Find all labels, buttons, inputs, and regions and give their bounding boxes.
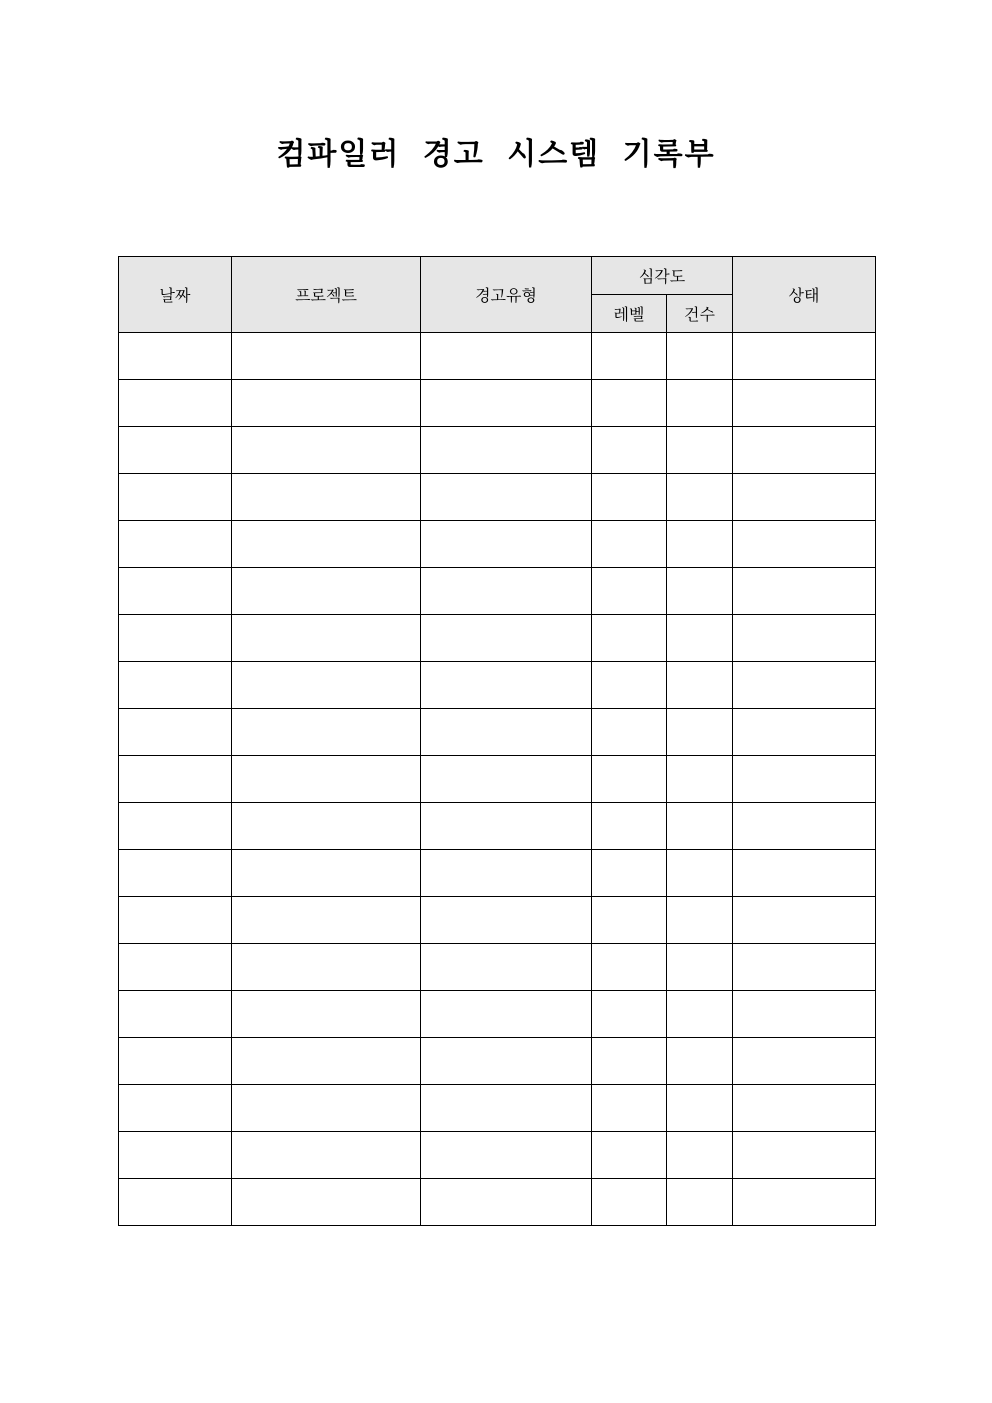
status-cell[interactable] <box>733 615 876 662</box>
count-cell[interactable] <box>667 1132 733 1179</box>
status-cell[interactable] <box>733 568 876 615</box>
status-cell[interactable] <box>733 756 876 803</box>
count-cell[interactable] <box>667 897 733 944</box>
level-cell[interactable] <box>592 1085 667 1132</box>
warning-type-cell[interactable] <box>421 1132 592 1179</box>
date-cell[interactable] <box>119 756 232 803</box>
date-cell[interactable] <box>119 850 232 897</box>
status-cell[interactable] <box>733 944 876 991</box>
date-cell[interactable] <box>119 1179 232 1226</box>
level-cell[interactable] <box>592 991 667 1038</box>
warning-type-cell[interactable] <box>421 568 592 615</box>
level-cell[interactable] <box>592 521 667 568</box>
status-cell[interactable] <box>733 427 876 474</box>
level-cell[interactable] <box>592 474 667 521</box>
project-cell[interactable] <box>232 756 421 803</box>
status-cell[interactable] <box>733 333 876 380</box>
count-cell[interactable] <box>667 427 733 474</box>
project-cell[interactable] <box>232 662 421 709</box>
level-cell[interactable] <box>592 427 667 474</box>
status-cell[interactable] <box>733 1179 876 1226</box>
level-cell[interactable] <box>592 944 667 991</box>
date-cell[interactable] <box>119 897 232 944</box>
warning-type-cell[interactable] <box>421 521 592 568</box>
table-row <box>119 1179 876 1226</box>
level-cell[interactable] <box>592 1132 667 1179</box>
warning-type-cell[interactable] <box>421 333 592 380</box>
page-title: 컴파일러 경고 시스템 기록부 <box>276 137 716 172</box>
warning-type-cell[interactable] <box>421 380 592 427</box>
table-row <box>119 1038 876 1085</box>
count-cell[interactable] <box>667 803 733 850</box>
level-cell[interactable] <box>592 756 667 803</box>
table-row <box>119 756 876 803</box>
status-cell[interactable] <box>733 1038 876 1085</box>
status-cell[interactable] <box>733 380 876 427</box>
project-cell[interactable] <box>232 1038 421 1085</box>
level-cell[interactable] <box>592 615 667 662</box>
count-cell[interactable] <box>667 333 733 380</box>
count-cell[interactable] <box>667 615 733 662</box>
warning-type-cell[interactable] <box>421 944 592 991</box>
header-severity: 심각도 <box>592 257 733 295</box>
table-row <box>119 427 876 474</box>
project-cell[interactable] <box>232 709 421 756</box>
count-cell[interactable] <box>667 1038 733 1085</box>
level-cell[interactable] <box>592 850 667 897</box>
date-cell[interactable] <box>119 568 232 615</box>
project-cell[interactable] <box>232 521 421 568</box>
table-row <box>119 333 876 380</box>
status-cell[interactable] <box>733 1132 876 1179</box>
project-cell[interactable] <box>232 803 421 850</box>
count-cell[interactable] <box>667 380 733 427</box>
date-cell[interactable] <box>119 380 232 427</box>
project-cell[interactable] <box>232 991 421 1038</box>
table-row <box>119 1085 876 1132</box>
count-cell[interactable] <box>667 991 733 1038</box>
date-cell[interactable] <box>119 709 232 756</box>
warning-type-cell[interactable] <box>421 897 592 944</box>
project-cell[interactable] <box>232 474 421 521</box>
warning-type-cell[interactable] <box>421 709 592 756</box>
date-cell[interactable] <box>119 1132 232 1179</box>
table-row <box>119 568 876 615</box>
date-cell[interactable] <box>119 615 232 662</box>
date-cell[interactable] <box>119 1085 232 1132</box>
table-row <box>119 803 876 850</box>
level-cell[interactable] <box>592 380 667 427</box>
date-cell[interactable] <box>119 944 232 991</box>
count-cell[interactable] <box>667 1085 733 1132</box>
header-warning-type: 경고유형 <box>421 257 592 333</box>
status-cell[interactable] <box>733 662 876 709</box>
date-cell[interactable] <box>119 521 232 568</box>
level-cell[interactable] <box>592 333 667 380</box>
table-row <box>119 615 876 662</box>
date-cell[interactable] <box>119 662 232 709</box>
warning-type-cell[interactable] <box>421 615 592 662</box>
warning-type-cell[interactable] <box>421 1085 592 1132</box>
header-count: 건수 <box>667 295 733 333</box>
level-cell[interactable] <box>592 803 667 850</box>
table-row <box>119 1132 876 1179</box>
warning-type-cell[interactable] <box>421 803 592 850</box>
table-header <box>119 257 876 333</box>
level-cell[interactable] <box>592 568 667 615</box>
header-level: 레벨 <box>592 295 667 333</box>
level-cell[interactable] <box>592 897 667 944</box>
status-cell[interactable] <box>733 897 876 944</box>
count-cell[interactable] <box>667 850 733 897</box>
table-row <box>119 662 876 709</box>
table-row <box>119 850 876 897</box>
table-row <box>119 380 876 427</box>
date-cell[interactable] <box>119 333 232 380</box>
warning-type-cell[interactable] <box>421 850 592 897</box>
warning-type-cell[interactable] <box>421 474 592 521</box>
level-cell[interactable] <box>592 1179 667 1226</box>
table-row <box>119 897 876 944</box>
project-cell[interactable] <box>232 1179 421 1226</box>
table-row <box>119 709 876 756</box>
warning-type-cell[interactable] <box>421 1179 592 1226</box>
warning-type-cell[interactable] <box>421 991 592 1038</box>
project-cell[interactable] <box>232 897 421 944</box>
status-cell[interactable] <box>733 521 876 568</box>
project-cell[interactable] <box>232 427 421 474</box>
project-cell[interactable] <box>232 850 421 897</box>
count-cell[interactable] <box>667 756 733 803</box>
date-cell[interactable] <box>119 991 232 1038</box>
project-cell[interactable] <box>232 333 421 380</box>
table-body <box>119 333 876 1226</box>
date-cell[interactable] <box>119 1038 232 1085</box>
header-project: 프로젝트 <box>232 257 421 333</box>
count-cell[interactable] <box>667 521 733 568</box>
table-row <box>119 944 876 991</box>
project-cell[interactable] <box>232 380 421 427</box>
project-cell[interactable] <box>232 615 421 662</box>
count-cell[interactable] <box>667 568 733 615</box>
status-cell[interactable] <box>733 474 876 521</box>
status-cell[interactable] <box>733 709 876 756</box>
header-status: 상태 <box>733 257 876 333</box>
table-row <box>119 474 876 521</box>
status-cell[interactable] <box>733 850 876 897</box>
table-row <box>119 521 876 568</box>
level-cell[interactable] <box>592 662 667 709</box>
warning-type-cell[interactable] <box>421 1038 592 1085</box>
project-cell[interactable] <box>232 568 421 615</box>
date-cell[interactable] <box>119 427 232 474</box>
status-cell[interactable] <box>733 803 876 850</box>
project-cell[interactable] <box>232 1132 421 1179</box>
count-cell[interactable] <box>667 944 733 991</box>
date-cell[interactable] <box>119 803 232 850</box>
warning-log-table <box>118 256 876 1226</box>
warning-type-cell[interactable] <box>421 662 592 709</box>
warning-type-cell[interactable] <box>421 427 592 474</box>
project-cell[interactable] <box>232 944 421 991</box>
header-date: 날짜 <box>119 257 232 333</box>
count-cell[interactable] <box>667 1179 733 1226</box>
project-cell[interactable] <box>232 1085 421 1132</box>
count-cell[interactable] <box>667 474 733 521</box>
level-cell[interactable] <box>592 709 667 756</box>
count-cell[interactable] <box>667 662 733 709</box>
date-cell[interactable] <box>119 474 232 521</box>
count-cell[interactable] <box>667 709 733 756</box>
warning-type-cell[interactable] <box>421 756 592 803</box>
status-cell[interactable] <box>733 1085 876 1132</box>
level-cell[interactable] <box>592 1038 667 1085</box>
status-cell[interactable] <box>733 991 876 1038</box>
table-row <box>119 991 876 1038</box>
